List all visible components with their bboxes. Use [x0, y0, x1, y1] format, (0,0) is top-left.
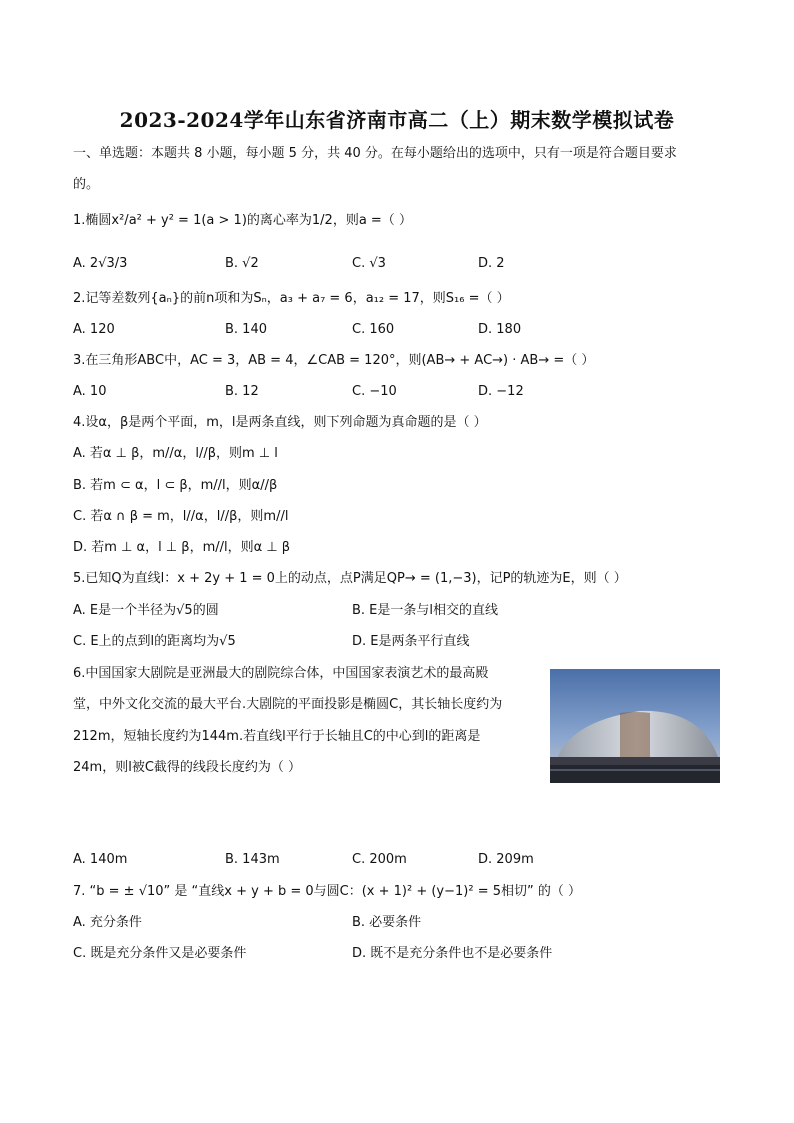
- question-6-line3: 212m，短轴长度约为144m.若直线l平行于长轴且C的中心到l的距离是: [73, 729, 481, 744]
- question-2-stem: 2.记等差数列{aₙ}的前n项和为Sₙ，a₃ + a₇ = 6，a₁₂ = 17，则S₁₆ =（ ）: [73, 291, 510, 306]
- q2-option-d: D. 180: [478, 322, 522, 337]
- question-6-line4: 24m，则l被C截得的线段长度约为（ ）: [73, 760, 302, 775]
- question-5-stem: 5.已知Q为直线l：x + 2y + 1 = 0上的动点，点P满足QP→ = (1,−3)，记P的轨迹为E，则（ ）: [73, 571, 627, 586]
- q3-option-d: D. −12: [478, 384, 524, 399]
- q5-option-d: D. E是两条平行直线: [352, 634, 470, 649]
- question-7-stem: 7. “b = ± √10” 是 “直线x + y + b = 0与圆C：(x + 1)² + (y−1)² = 5相切” 的（ ）: [73, 884, 581, 899]
- section-heading-line1: 一、单选题：本题共 8 小题，每小题 5 分，共 40 分。在每小题给出的选项中，只有一项是符合题目要求: [73, 146, 677, 161]
- q3-option-b: B. 12: [225, 384, 259, 399]
- q7-option-a: A. 充分条件: [73, 915, 142, 930]
- q1-option-a: A. 2√3/3: [73, 256, 128, 271]
- q5-option-a: A. E是一个半径为√5的圆: [73, 603, 219, 618]
- section-heading-line2: 的。: [73, 177, 100, 192]
- q2-option-c: C. 160: [352, 322, 395, 337]
- q3-option-a: A. 10: [73, 384, 107, 399]
- q4-option-a: A. 若α ⊥ β，m//α，l//β，则m ⊥ l: [73, 446, 278, 461]
- question-6-line2: 堂，中外文化交流的最大平台.大剧院的平面投影是椭圆C，其长轴长度约为: [73, 697, 503, 712]
- q4-option-d: D. 若m ⊥ α，l ⊥ β，m//l，则α ⊥ β: [73, 540, 291, 555]
- q1-option-c: C. √3: [352, 256, 386, 271]
- q6-option-b: B. 143m: [225, 852, 280, 867]
- question-3-stem: 3.在三角形ABC中，AC = 3，AB = 4，∠CAB = 120°，则(AB→ + AC→) · AB→ =（ ）: [73, 353, 595, 368]
- q4-option-c: C. 若α ∩ β = m，l//α，l//β，则m//l: [73, 509, 289, 524]
- q7-option-b: B. 必要条件: [352, 915, 422, 930]
- q5-option-b: B. E是一条与l相交的直线: [352, 603, 499, 618]
- q4-option-b: B. 若m ⊂ α，l ⊂ β，m//l，则α//β: [73, 478, 278, 493]
- q2-option-a: A. 120: [73, 322, 115, 337]
- question-1-stem: 1.椭圆x²/a² + y² = 1(a > 1)的离心率为1/2，则a =（ ）: [73, 213, 412, 228]
- q2-option-b: B. 140: [225, 322, 267, 337]
- q6-option-c: C. 200m: [352, 852, 407, 867]
- q5-option-c: C. E上的点到l的距离均为√5: [73, 634, 236, 649]
- question-6-line1: 6.中国国家大剧院是亚洲最大的剧院综合体，中国国家表演艺术的最高殿: [73, 666, 489, 681]
- national-grand-theatre-photo: [550, 669, 720, 783]
- q6-option-d: D. 209m: [478, 852, 534, 867]
- question-4-stem: 4.设α，β是两个平面，m，l是两条直线，则下列命题为真命题的是（ ）: [73, 415, 487, 430]
- page-title: 2023-2024学年山东省济南市高二（上）期末数学模拟试卷: [119, 108, 675, 132]
- q7-option-d: D. 既不是充分条件也不是必要条件: [352, 946, 553, 961]
- q7-option-c: C. 既是充分条件又是必要条件: [73, 946, 247, 961]
- q6-option-a: A. 140m: [73, 852, 128, 867]
- q3-option-c: C. −10: [352, 384, 397, 399]
- q1-option-d: D. 2: [478, 256, 505, 271]
- q1-option-b: B. √2: [225, 256, 259, 271]
